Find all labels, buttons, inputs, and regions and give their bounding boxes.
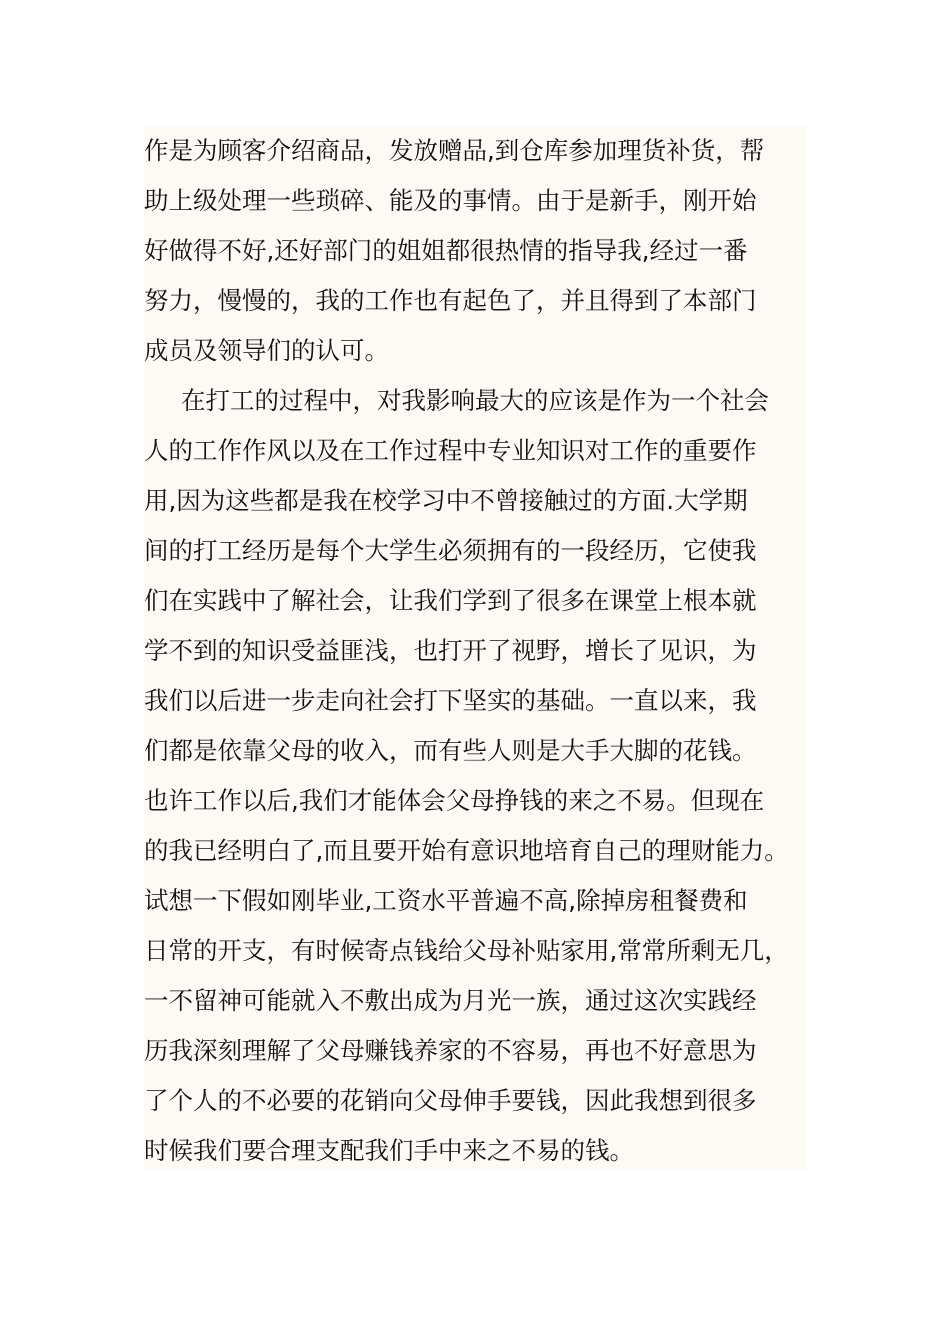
text-line: 作是为顾客介绍商品，发放赠品,到仓库参加理货补货，帮 bbox=[144, 136, 765, 165]
text-line: 成员及领导们的认可。 bbox=[144, 336, 389, 365]
text-line: 用,因为这些都是我在校学习中不曾接触过的方面.大学期 bbox=[144, 486, 748, 515]
paragraph-start-line: 在打工的过程中，对我影响最大的应该是作为一个社会 bbox=[181, 386, 769, 415]
text-line: 试想一下假如刚毕业,工资水平普遍不高,除掉房租餐费和 bbox=[144, 886, 748, 915]
text-line: 们在实践中了解社会，让我们学到了很多在课堂上根本就 bbox=[144, 586, 757, 615]
text-line: 助上级处理一些琐碎、能及的事情。由于是新手，刚开始 bbox=[144, 186, 757, 215]
text-line: 好做得不好,还好部门的姐姐都很热情的指导我,经过一番 bbox=[144, 236, 748, 265]
body-text-block bbox=[144, 126, 806, 1170]
text-line: 了个人的不必要的花销向父母伸手要钱，因此我想到很多 bbox=[144, 1086, 757, 1115]
text-line: 一不留神可能就入不敷出成为月光一族，通过这次实践经 bbox=[144, 986, 757, 1015]
text-line: 间的打工经历是每个大学生必须拥有的一段经历，它使我 bbox=[144, 536, 757, 565]
text-line: 们都是依靠父母的收入，而有些人则是大手大脚的花钱。 bbox=[144, 736, 757, 765]
text-line: 时候我们要合理支配我们手中来之不易的钱。 bbox=[144, 1136, 634, 1165]
text-line: 日常的开支，有时候寄点钱给父母补贴家用,常常所剩无几， bbox=[144, 936, 789, 965]
text-line: 历我深刻理解了父母赚钱养家的不容易，再也不好意思为 bbox=[144, 1036, 757, 1065]
text-line: 我们以后进一步走向社会打下坚实的基础。一直以来，我 bbox=[144, 686, 757, 715]
text-line: 努力，慢慢的，我的工作也有起色了，并且得到了本部门 bbox=[144, 286, 757, 315]
text-line: 学不到的知识受益匪浅，也打开了视野，增长了见识，为 bbox=[144, 636, 757, 665]
text-line: 也许工作以后,我们才能体会父母挣钱的来之不易。但现在 bbox=[144, 786, 765, 815]
text-line: 的我已经明白了,而且要开始有意识地培育自己的理财能力。 bbox=[144, 836, 789, 865]
text-line: 人的工作作风以及在工作过程中专业知识对工作的重要作 bbox=[144, 436, 757, 465]
